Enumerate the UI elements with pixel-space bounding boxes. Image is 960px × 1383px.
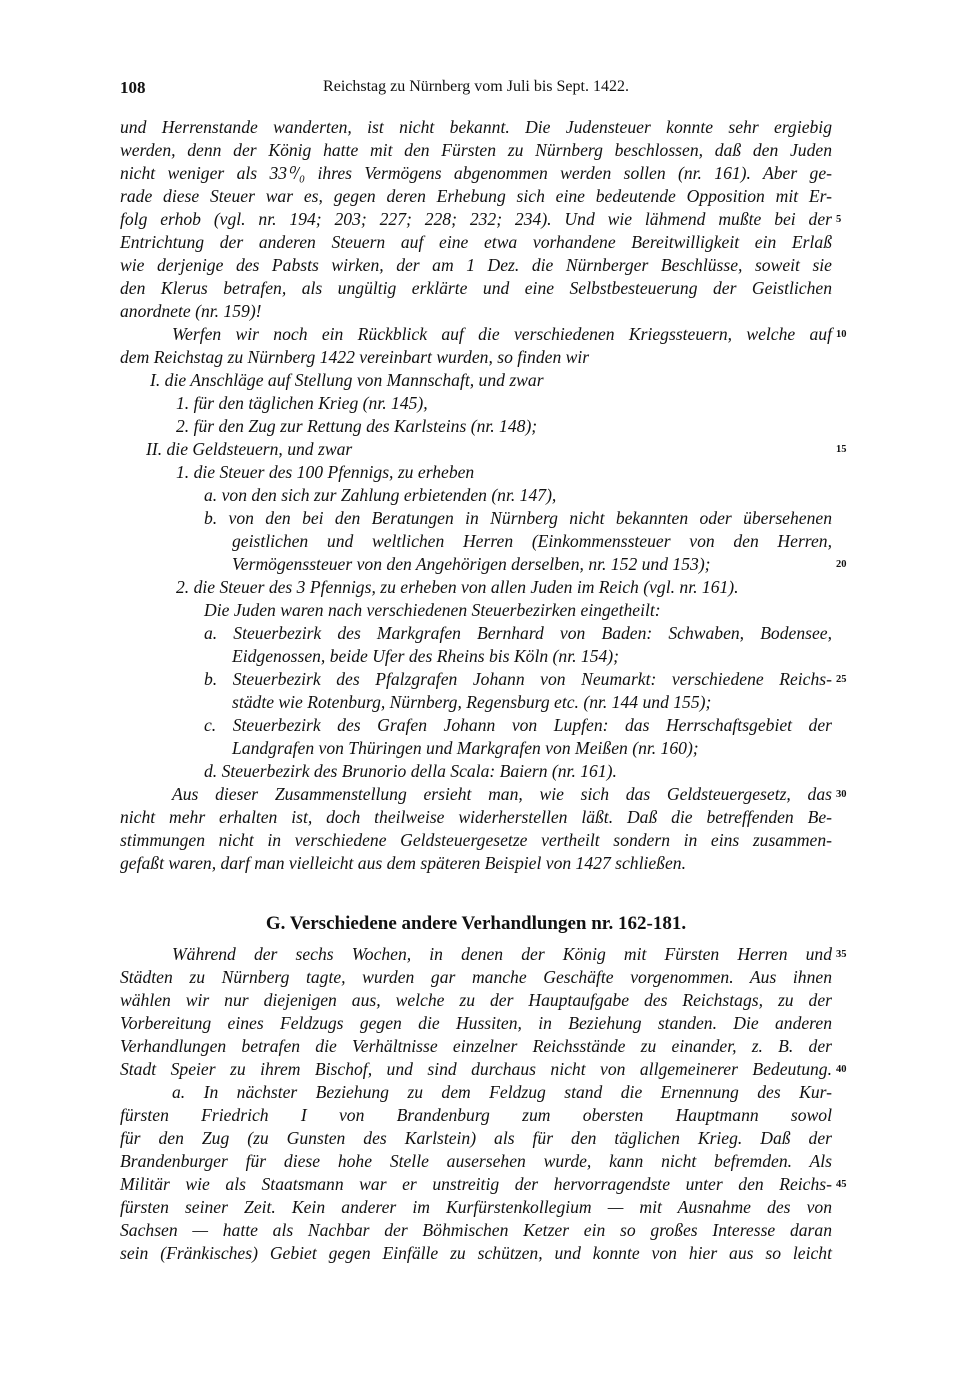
margin-line-number: 15 [836,444,847,455]
list-item: 2. die Steuer des 3 Pfennigs, zu erheben von allen Juden im Reich (vgl. nr. 161). [176,577,739,597]
text-line: wie derjenige des Pabsts wirken, der am 1 Dez. die Nürnberger Beschlüsse, soweit sie [120,255,832,275]
list-item: b. Steuerbezirk des Pfalzgrafen Johann von Neumarkt: verschiedene Reichs- [204,669,832,689]
list-item: Landgrafen von Thüringen und Markgrafen von Meißen (nr. 160); [232,738,699,758]
text-line: fürsten seiner Zeit. Kein anderer im Kurfürstenkollegium — mit Ausnahme des von [120,1197,832,1217]
margin-line-number: 5 [836,214,842,225]
list-item: a. Steuerbezirk des Markgrafen Bernhard von Baden: Schwaben, Bodensee, [204,623,832,643]
text-line: sein (Fränkisches) Gebiet gegen Einfälle zu schützen, und konnte von hier aus so leicht [120,1243,832,1263]
margin-line-number: 30 [836,789,847,800]
text-line: gefaßt waren, darf man vielleicht aus dem späteren Beispiel von 1427 schließen. [120,853,686,873]
list-item: d. Steuerbezirk des Brunorio della Scala: Baiern (nr. 161). [204,761,617,781]
text-line: rade diese Steuer war es, gegen deren Erhebung sich eine bedeutende Opposition mit Er- [120,186,832,206]
list-item: 1. für den täglichen Krieg (nr. 145), [176,393,428,413]
text-line: nicht weniger als 33⁰/₀ ihres Vermögens abgenommen werden sollen (nr. 161). Aber ge- [120,163,832,183]
text-line: dem Reichstag zu Nürnberg 1422 vereinbart wurden, so finden wir [120,347,590,367]
margin-line-number: 40 [836,1064,847,1075]
text-line: für den Zug (zu Gunsten des Karlstein) als für den täglichen Krieg. Daß der [120,1128,832,1148]
list-item: I. die Anschläge auf Stellung von Mannschaft, und zwar [150,370,544,390]
list-item: II. die Geldsteuern, und zwar [146,439,353,459]
text-line: folg erhob (vgl. nr. 194; 203; 227; 228; 232; 234). Und wie lähmend mußte bei der [120,209,832,229]
list-item: 1. die Steuer des 100 Pfennigs, zu erheben [176,462,475,482]
text-line: Aus dieser Zusammenstellung ersieht man, wie sich das Geldsteuergesetz, das [172,784,832,804]
list-item: geistlichen und weltlichen Herren (Einkommenssteuer von den Herren, [232,531,832,551]
text-line: a. In nächster Beziehung zu dem Feldzug stand die Ernennung des Kur- [172,1082,832,1102]
text-line: Militär wie als Staatsmann war er unstreitig der hervorragendste unter den Reichs- [120,1174,832,1194]
margin-line-number: 45 [836,1179,847,1190]
text-line: wählen wir nur diejenigen aus, welche zu der Hauptaufgabe des Reichstags, zu der [120,990,832,1010]
list-item: c. Steuerbezirk des Grafen Johann von Lupfen: das Herrschaftsgebiet der [204,715,832,735]
text-line: Werfen wir noch ein Rückblick auf die verschiedenen Kriegssteuern, welche auf [172,324,832,344]
text-line: und Herrenstande wanderten, ist nicht bekannt. Die Judensteuer konnte sehr ergiebig [120,117,832,137]
list-item: Die Juden waren nach verschiedenen Steuerbezirken eingetheilt: [204,600,661,620]
page-number: 108 [120,78,146,97]
text-line: Stadt Speier zu ihrem Bischof, und sind durchaus nicht von allgemeinerer Bedeutung. [120,1059,832,1079]
text-line: fürsten Friedrich I von Brandenburg zum obersten Hauptmann sowol [120,1105,832,1125]
running-title: Reichstag zu Nürnberg vom Juli bis Sept. 1422. [323,78,629,95]
text-line: Sachsen — hatte als Nachbar der Böhmischen Ketzer ein so großes Interesse daran [120,1220,832,1240]
text-line: Städten zu Nürnberg tagte, wurden gar manche Geschäfte vorgenommen. Aus ihnen [120,967,832,987]
page-header [120,78,832,102]
list-item: Vermögenssteuer von den Angehörigen derselben, nr. 152 und 153); [232,554,711,574]
text-line: werden, denn der König hatte mit den Fürsten zu Nürnberg beschlossen, daß den Juden [120,140,832,160]
text-line: anordnete (nr. 159)! [120,301,262,321]
section-heading: G. Verschiedene andere Verhandlungen nr. 162-181. [265,913,687,934]
text-line: nicht mehr erhalten ist, doch theilweise widerherstellen läßt. Daß die betreffenden Be- [120,807,832,827]
text-line: Während der sechs Wochen, in denen der König mit Fürsten Herren und [172,944,832,964]
text-line: Brandenburger für diese hohe Stelle ausersehen wurde, kann nicht befremden. Als [120,1151,832,1171]
margin-line-number: 10 [836,329,847,340]
list-item: Eidgenossen, beide Ufer des Rheins bis Köln (nr. 154); [232,646,620,666]
list-item: 2. für den Zug zur Rettung des Karlsteins (nr. 148); [176,416,538,436]
text-line: Entrichtung der anderen Steuern auf eine etwa vorhandene Bereitwilligkeit ein Erlaß [120,232,832,252]
text-line: Verhandlungen betrafen die Verhältnisse einzelner Reichsstände zu einander, z. B. der [120,1036,832,1056]
text-line: den Klerus betrafen, als ungültig erklärte und eine Selbstbesteuerung der Geistlichen [120,278,832,298]
margin-line-number: 25 [836,674,847,685]
list-item: städte wie Rotenburg, Nürnberg, Regensburg etc. (nr. 144 und 155); [232,692,712,712]
margin-line-number: 35 [836,949,847,960]
text-line: stimmungen nicht in verschiedene Geldsteuergesetze vertheilt sondern in eins zusammen- [120,830,832,850]
list-item: a. von den sich zur Zahlung erbietenden (nr. 147), [204,485,557,505]
list-item: b. von den bei den Beratungen in Nürnberg nicht bekannten oder übersehenen [204,508,832,528]
margin-line-number: 20 [836,559,847,570]
text-line: Vorbereitung eines Feldzugs gegen die Hussiten, in Beziehung standen. Die anderen [120,1013,832,1033]
